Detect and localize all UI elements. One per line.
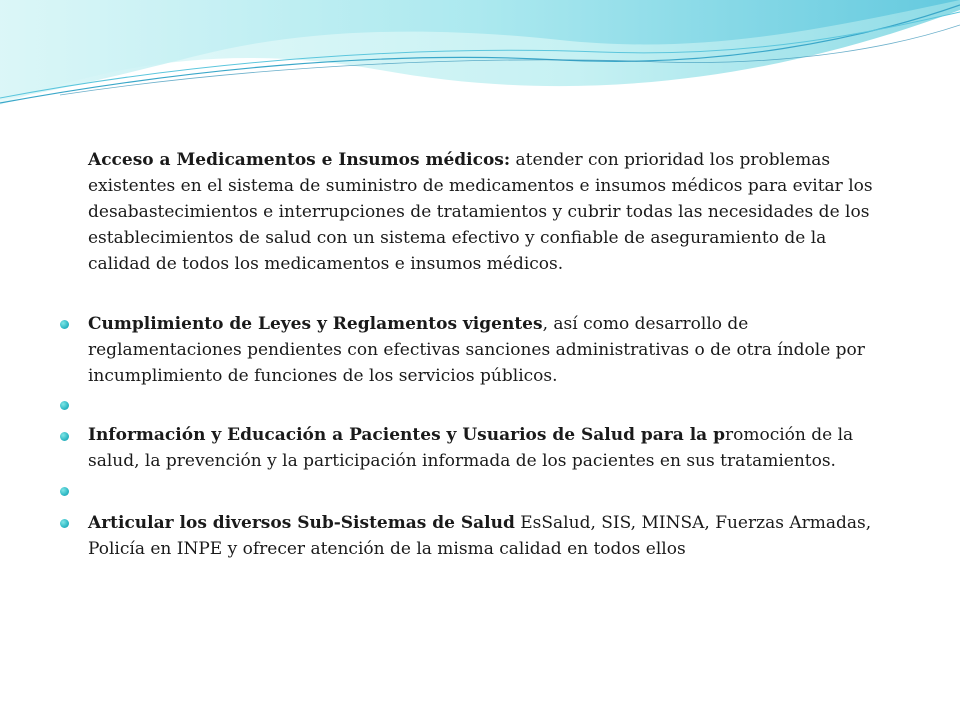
bullet-icon — [60, 320, 69, 329]
paragraph-text: romoción de la salud, la prevención y la participación informada de los pacientes en sus tratamientos. — [88, 425, 854, 471]
paragraph-cumplimiento-leyes — [88, 311, 888, 389]
paragraph-heading: Articular los diversos Sub-Sistemas de Salud — [88, 513, 515, 533]
paragraph-text: EsSalud, SIS, MINSA, Fuerzas Armadas, Policía en INPE y ofrecer atención de la misma calidad en todos ellos — [88, 513, 872, 559]
paragraph-acceso-medicamentos — [88, 147, 888, 277]
bullet-icon — [60, 519, 69, 528]
paragraph-heading: Acceso a Medicamentos e Insumos médicos: — [88, 150, 511, 170]
paragraph-articular-subsistemas — [88, 510, 888, 562]
paragraph-informacion-educacion — [88, 422, 888, 474]
paragraph-text: atender con prioridad los problemas existentes en el sistema de suministro de medicamentos e insumos médicos para evitar los desabastecimientos e interrupciones de tratamientos y cubrir todas las necesidades de los establecimientos de salud con un sistema efectivo y confiable de aseguramiento de la calidad de todos los medicamentos e insumos médicos. — [88, 150, 873, 274]
paragraph-heading: Información y Educación a Pacientes y Usuarios de Salud para la p — [88, 425, 725, 445]
paragraph-text: , así como desarrollo de reglamentaciones pendientes con efectivas sanciones administrativas o de otra índole por incumplimiento de funciones de los servicios públicos. — [88, 314, 865, 386]
bullet-icon — [60, 401, 69, 410]
paragraph-heading: Cumplimiento de Leyes y Reglamentos vigentes — [88, 314, 543, 334]
bullet-icon — [60, 432, 69, 441]
header-wave-decoration — [0, 0, 960, 120]
bullet-icon — [60, 487, 69, 496]
